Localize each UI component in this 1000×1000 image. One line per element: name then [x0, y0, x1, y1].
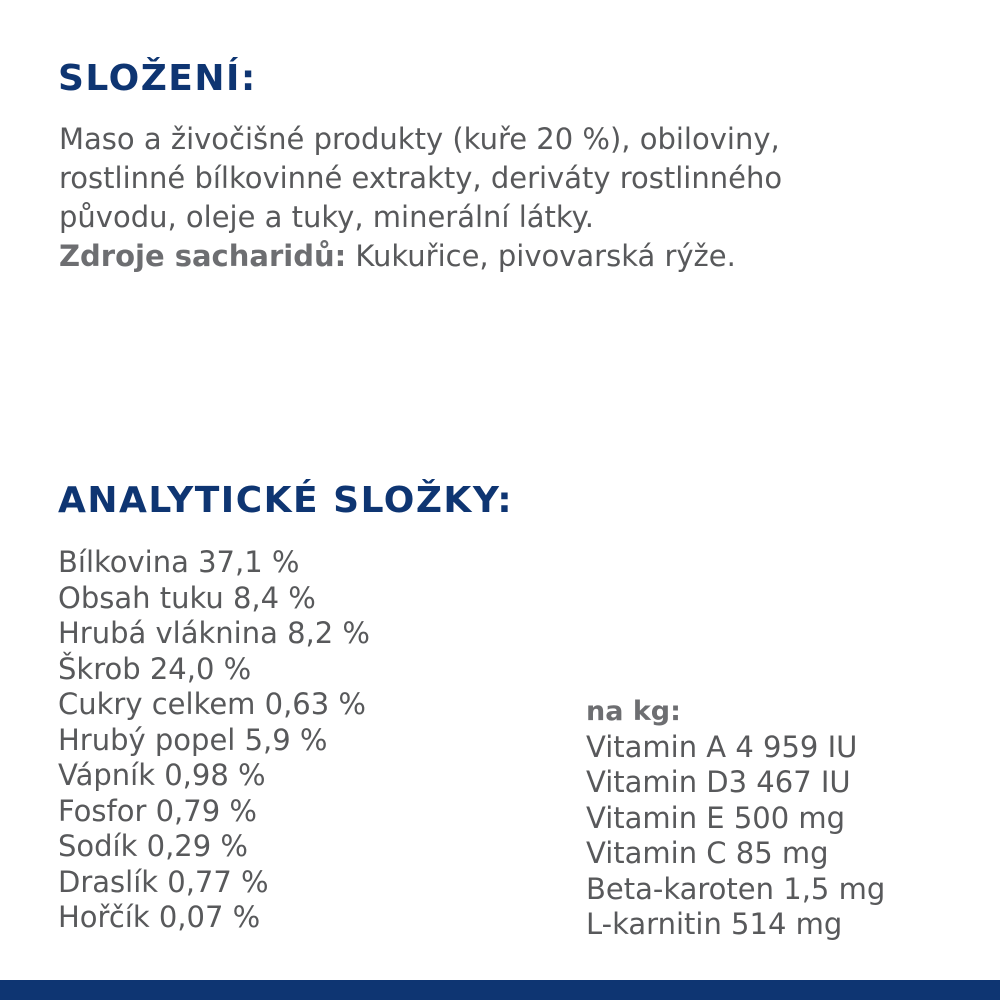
analytical-list [58, 545, 370, 936]
per-kg-heading: na kg: [586, 696, 681, 727]
list-item: Vitamin E 500 mg [586, 800, 846, 835]
list-item: Fosfor 0,79 % [58, 793, 257, 828]
list-item: Obsah tuku 8,4 % [58, 580, 316, 615]
list-item: Cukry celkem 0,63 % [58, 687, 366, 721]
list-item: Vitamin C 85 mg [586, 836, 829, 870]
list-item: Hořčík 0,07 % [58, 900, 261, 934]
carbohydrate-sources-value: Kukuřice, pivovarská rýže. [346, 239, 736, 273]
carbohydrate-sources-line [59, 237, 959, 276]
list-item: Hrubá vláknina 8,2 % [58, 616, 370, 650]
composition-line: původu, oleje a tuky, minerální látky. [59, 200, 594, 234]
carbohydrate-sources-label: Zdroje sacharidů: [59, 239, 347, 273]
list-item: Draslík 0,77 % [58, 864, 269, 899]
list-item: Škrob 24,0 % [58, 651, 252, 686]
per-kg-list [586, 730, 885, 943]
list-item: Vitamin A 4 959 IU [586, 729, 858, 764]
list-item: Vápník 0,98 % [58, 758, 266, 792]
bottom-bar [0, 980, 1000, 1000]
composition-line: rostlinné bílkovinné extrakty, deriváty rostlinného [59, 161, 783, 195]
list-item: Beta-karoten 1,5 mg [586, 871, 886, 906]
list-item: Sodík 0,29 % [58, 829, 248, 863]
composition-text [59, 120, 959, 276]
list-item: Vitamin D3 467 IU [586, 765, 851, 799]
list-item: Bílkovina 37,1 % [58, 545, 300, 579]
list-item: L-karnitin 514 mg [586, 907, 843, 941]
analytical-heading: ANALYTICKÉ SLOŽKY: [58, 480, 514, 521]
composition-line: Maso a živočišné produkty (kuře 20 %), obiloviny, [59, 122, 780, 156]
composition-heading: SLOŽENÍ: [58, 58, 257, 99]
list-item: Hrubý popel 5,9 % [58, 722, 328, 757]
per-kg-section [586, 694, 885, 943]
